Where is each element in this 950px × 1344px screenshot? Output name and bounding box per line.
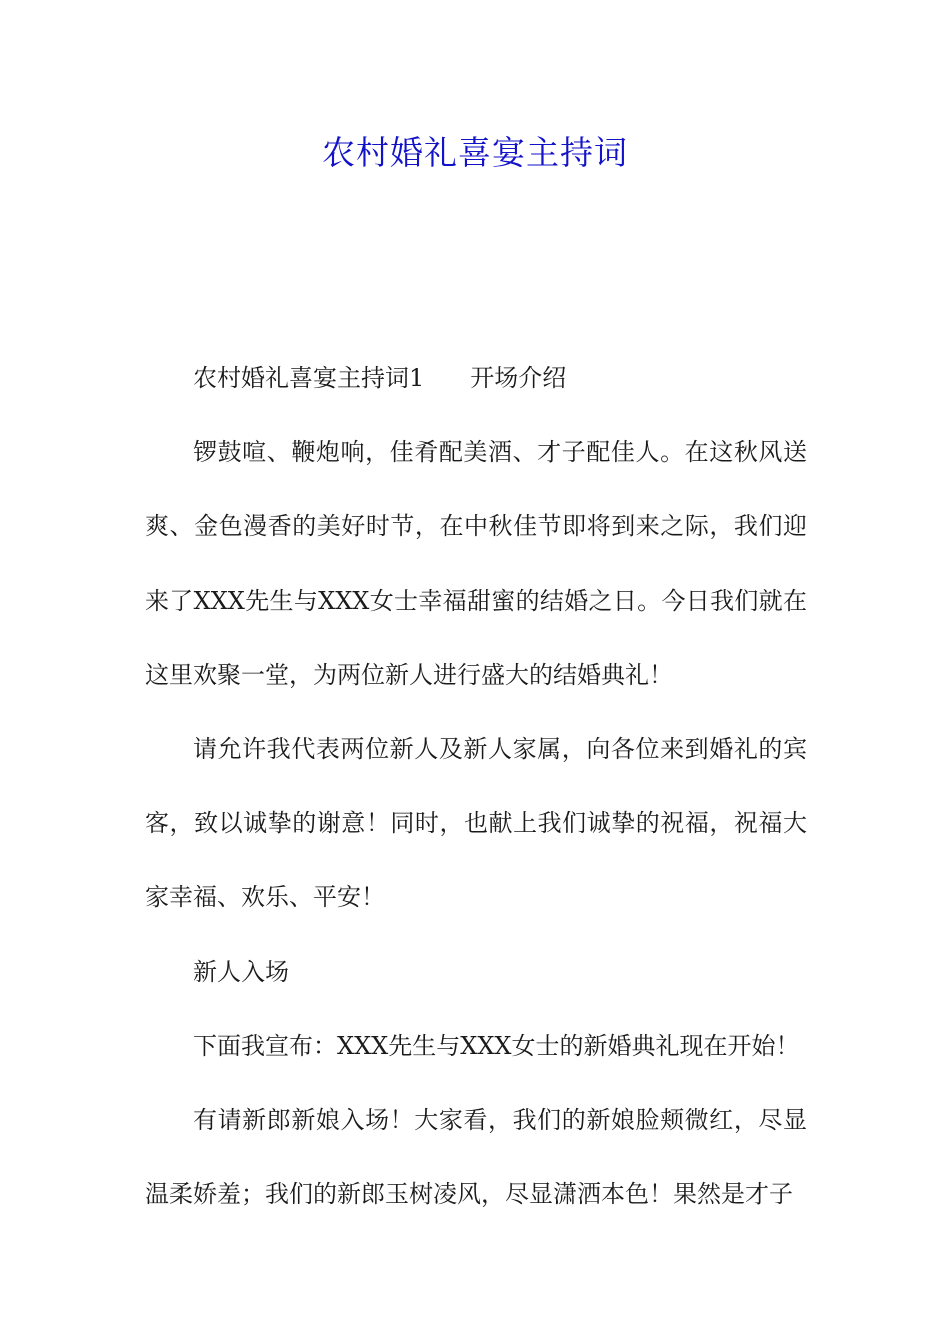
paragraph-entrance: 有请新郎新娘入场！大家看，我们的新娘脸颊微红，尽显温柔娇羞；我们的新郎玉树凌风，尽显潇洒本色！果然是才子	[145, 1106, 807, 1209]
section-subtitle: 开场介绍	[470, 364, 567, 392]
document-body	[145, 341, 807, 1231]
paragraph-opening: 锣鼓喧、鞭炮响，佳肴配美酒、才子配佳人。在这秋风送爽、金色漫香的美好时节，在中秋佳节即将到来之际，我们迎来了XXX先生与XXX女士幸福甜蜜的结婚之日。今日我们就在这里欢聚一堂，为两位新人进行盛大的结婚典礼！	[145, 438, 807, 689]
subheading-entrance: 新人入场	[193, 957, 289, 986]
section-heading	[145, 341, 807, 415]
document-title: 农村婚礼喜宴主持词	[322, 133, 628, 172]
paragraph-thanks: 请允许我代表两位新人及新人家属，向各位来到婚礼的宾客，致以诚挚的谢意！同时，也献上我们诚挚的祝福，祝福大家幸福、欢乐、平安！	[145, 735, 807, 912]
section-title: 农村婚礼喜宴主持词1	[193, 364, 425, 392]
paragraph-announcement: 下面我宣布：XXX先生与XXX女士的新婚典礼现在开始！	[193, 1031, 800, 1060]
